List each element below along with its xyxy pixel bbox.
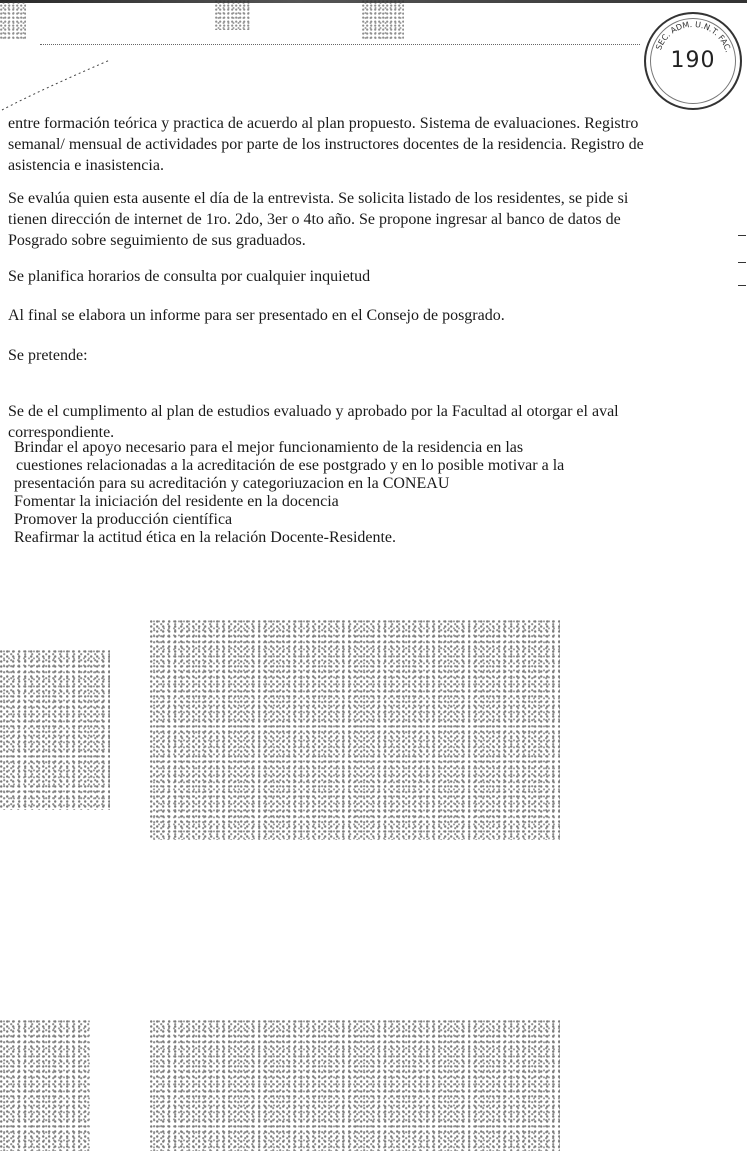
- edge-mark: [738, 285, 746, 286]
- scan-noise: [150, 620, 560, 840]
- list-item: Fomentar la iniciación del residente en la docencia: [14, 493, 339, 510]
- edge-mark: [738, 235, 746, 236]
- scan-noise: [150, 1020, 560, 1151]
- page-number: 190: [670, 48, 716, 73]
- paragraph-compliance: Se de el cumplimento al plan de estudios evaluado y aprobado por la Facultad al otorgar el aval correspondiente.: [8, 403, 619, 441]
- list-item: Promover la producción científica: [14, 511, 233, 528]
- svg-text:SEC. ADM. U.N.T. FAC.: SEC. ADM. U.N.T. FAC.: [654, 19, 733, 54]
- edge-mark: [738, 262, 746, 263]
- paragraph-report: Al final se elabora un informe para ser presentado en el Consejo de posgrado.: [8, 307, 505, 324]
- list-item: Brindar el apoyo necesario para el mejor funcionamiento de la residencia en las: [14, 439, 524, 456]
- official-stamp: [644, 12, 742, 110]
- scan-stroke: [0, 40, 120, 120]
- paragraph-intent: Se pretende:: [8, 347, 88, 364]
- list-item: presentación para su acreditación y categoriuzacion en la CONEAU: [14, 475, 450, 492]
- scan-noise: [0, 1020, 90, 1151]
- scan-artifact: [362, 0, 404, 40]
- paragraph-evaluation: entre formación teórica y practica de acuerdo al plan propuesto. Sistema de evaluaciones. Registro semanal/ mensual de actividades por parte de los instructores docentes de la residencia. Registro de asistencia e inasistencia.: [8, 115, 644, 174]
- list-item: Reafirmar la actitud ética en la relación Docente-Residente.: [14, 529, 397, 546]
- scan-noise: [0, 650, 110, 810]
- paragraph-schedule: Se planifica horarios de consulta por cualquier inquietud: [8, 268, 371, 285]
- list-item: cuestiones relacionadas a la acreditación de ese postgrado y en lo posible motivar a la: [16, 457, 565, 474]
- scan-artifact: [0, 0, 26, 40]
- goals-list: [14, 439, 564, 547]
- paragraph-absence: Se evalúa quien esta ausente el día de la entrevista. Se solicita listado de los residentes, se pide si tienen dirección de internet de 1ro. 2do, 3er o 4to año. Se propone ingresar al banco de datos de Posgrado sobre seguimiento de sus graduados.: [8, 190, 629, 249]
- scan-line: [40, 44, 640, 45]
- scan-artifact: [215, 0, 250, 30]
